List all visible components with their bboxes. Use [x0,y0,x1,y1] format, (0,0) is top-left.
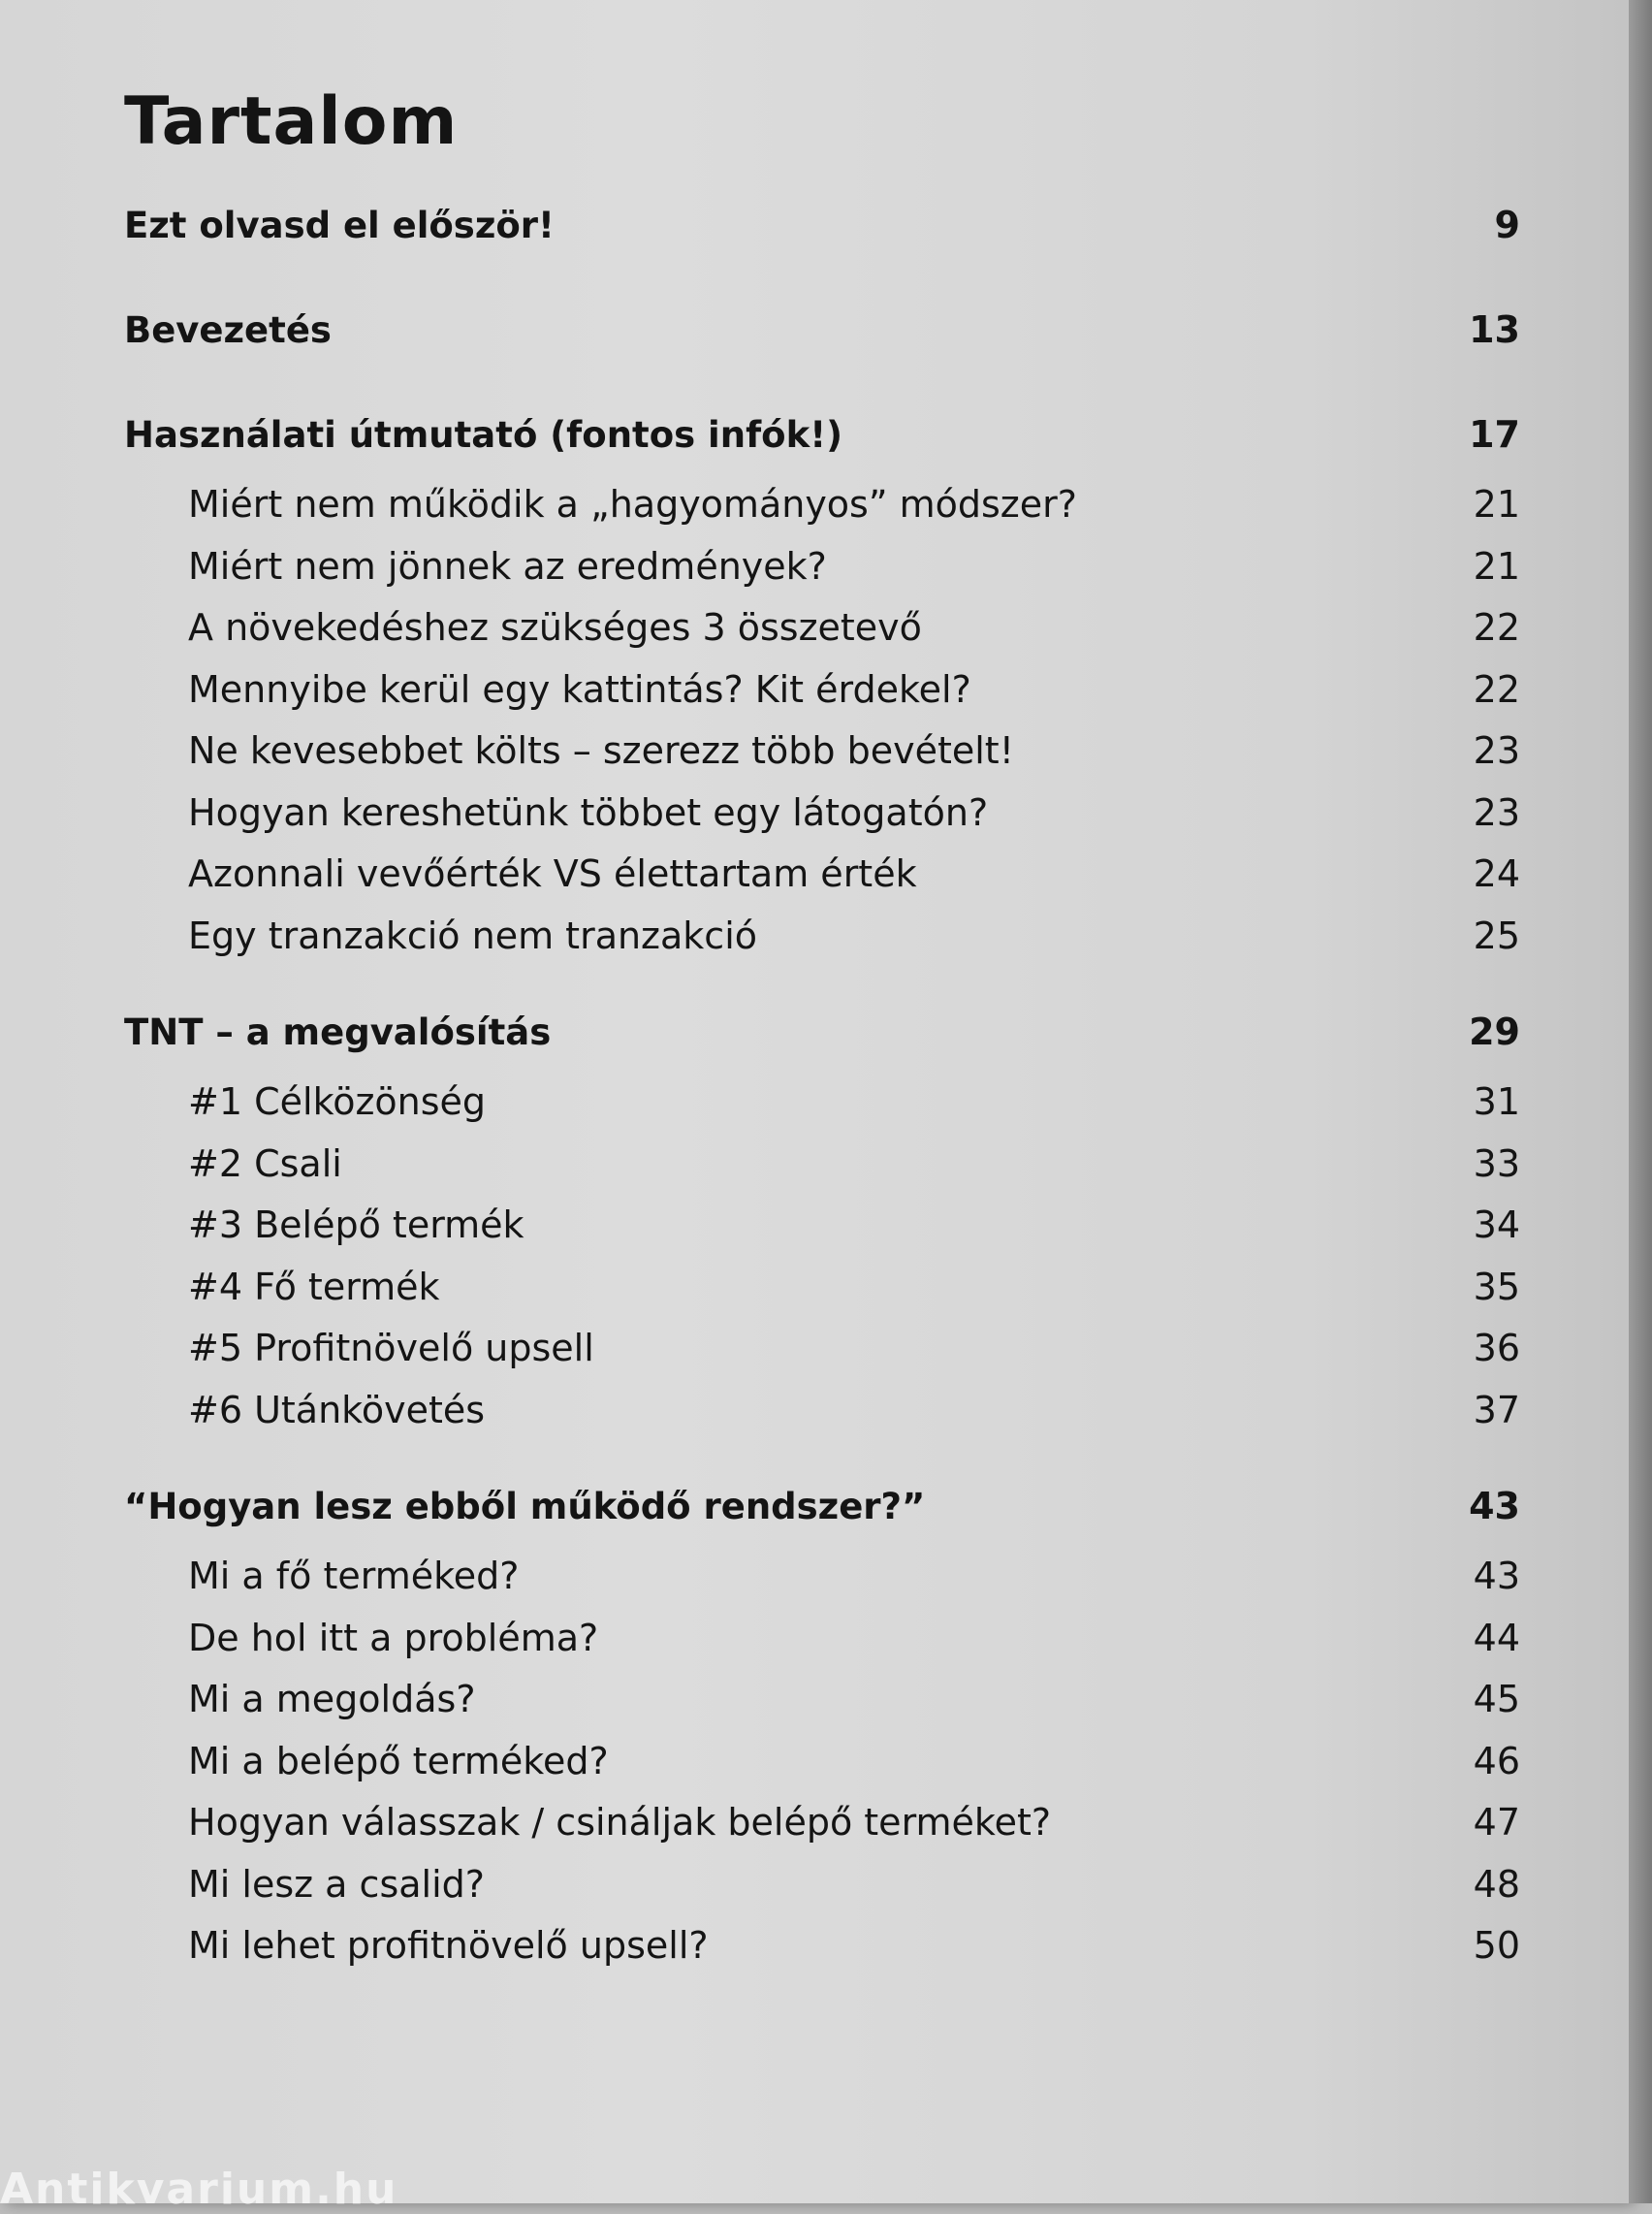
toc-entry [124,1617,1520,1679]
toc-entry [124,1142,1520,1204]
toc-entry-page: 45 [1473,1678,1520,1720]
toc-section-heading [124,204,1520,273]
toc-entry [124,1327,1520,1389]
toc-entry-label: Ne kevesebbet költs – szerezz több bevételt! [188,729,1014,772]
toc-entry [124,1740,1520,1802]
toc-section-page: 13 [1469,308,1520,351]
toc-entry-page: 50 [1473,1924,1520,1967]
toc-entry-label: Mi a fő terméked? [188,1555,520,1597]
toc-entry-label: #3 Belépő termék [188,1203,524,1246]
toc-entry [124,1203,1520,1266]
toc-entry-label: Hogyan kereshetünk többet egy látogatón? [188,790,989,834]
toc-section-heading [124,413,1520,483]
toc-entry [124,729,1520,791]
toc-entry [124,914,1520,977]
toc-entry-page: 31 [1473,1080,1520,1123]
toc-section-label: TNT – a megvalósítás [124,1011,552,1053]
toc-entry [124,1678,1520,1740]
toc-entry-label: #6 Utánkövetés [188,1388,486,1431]
toc-section-heading [124,308,1520,378]
toc-section [124,308,1520,378]
toc-entry-label: Miért nem működik a „hagyományos” módszer? [188,483,1077,526]
toc-entry-page: 23 [1473,729,1520,772]
toc-entry [124,1801,1520,1863]
toc-section [124,204,1520,273]
toc-entry-label: Hogyan válasszak / csináljak belépő terméket? [188,1801,1052,1844]
toc-section-heading [124,1485,1520,1555]
toc-section-page: 43 [1469,1485,1520,1527]
toc-entry-label: #4 Fő termék [188,1265,440,1308]
toc-entry-page: 47 [1473,1801,1520,1844]
toc-entry-page: 33 [1473,1141,1520,1185]
toc-section-page: 29 [1469,1011,1520,1053]
toc-entry-label: Mennyibe kerül egy kattintás? Kit érdekel? [188,667,971,711]
watermark-text: Antikvarium.hu [0,2165,398,2214]
toc-entry [124,852,1520,914]
toc-entry-page: 24 [1473,852,1520,895]
toc-entry [124,483,1520,545]
toc-entry [124,668,1520,730]
toc-entry-label: #2 Csali [188,1141,342,1185]
toc-entry-label: #1 Célközönség [188,1080,487,1123]
toc-entry-page: 21 [1473,544,1520,588]
toc-section-label: Ezt olvasd el először! [124,205,555,246]
toc-entry-label: Miért nem jönnek az eredmények? [188,544,827,588]
toc-entry [124,1924,1520,1986]
toc-entry-label: De hol itt a probléma? [188,1616,599,1659]
toc-entry [124,606,1520,668]
toc-section-page: 17 [1469,413,1520,456]
toc-section-label: Bevezetés [124,309,332,351]
toc-section [124,413,1520,976]
toc-entry-page: 22 [1473,606,1520,649]
toc-entry-page: 25 [1473,914,1520,957]
toc-entry-page: 43 [1473,1555,1520,1597]
toc-entry-page: 37 [1473,1388,1520,1431]
toc-entry [124,1080,1520,1142]
toc-section [124,1485,1520,1986]
toc-entry [124,1555,1520,1617]
toc-entry-label: A növekedéshez szükséges 3 összetevő [188,606,922,649]
page-title: Tartalom [124,83,459,160]
toc-entry [124,1266,1520,1328]
toc-entry-page: 46 [1473,1739,1520,1782]
toc-entry-label: Egy tranzakció nem tranzakció [188,914,757,957]
toc-entry-page: 35 [1473,1265,1520,1308]
toc-section [124,1011,1520,1450]
toc-section-page: 9 [1494,204,1520,246]
toc-entry-page: 22 [1473,667,1520,711]
toc-section-label: “Hogyan lesz ebből működő rendszer?” [124,1486,926,1527]
toc-entry-page: 48 [1473,1862,1520,1906]
table-of-contents [124,204,1520,2021]
toc-entry-label: Mi a belépő terméked? [188,1739,609,1782]
toc-entry-label: Azonnali vevőérték VS élettartam érték [188,852,917,895]
toc-entry [124,1389,1520,1451]
toc-entry [124,791,1520,853]
toc-entry [124,545,1520,607]
toc-entry-page: 36 [1473,1327,1520,1369]
toc-entry-label: Mi lesz a csalid? [188,1862,485,1906]
toc-entry-label: Mi a megoldás? [188,1678,476,1720]
toc-entry-page: 21 [1473,483,1520,526]
toc-entry [124,1863,1520,1925]
toc-entry-label: Mi lehet profitnövelő upsell? [188,1924,709,1967]
page-edge-shadow [1629,0,1652,2203]
toc-entry-page: 23 [1473,790,1520,834]
toc-entry-page: 44 [1473,1616,1520,1659]
toc-entry-label: #5 Profitnövelő upsell [188,1327,594,1369]
toc-entry-page: 34 [1473,1203,1520,1246]
toc-section-label: Használati útmutató (fontos infók!) [124,414,842,456]
toc-section-heading [124,1011,1520,1080]
